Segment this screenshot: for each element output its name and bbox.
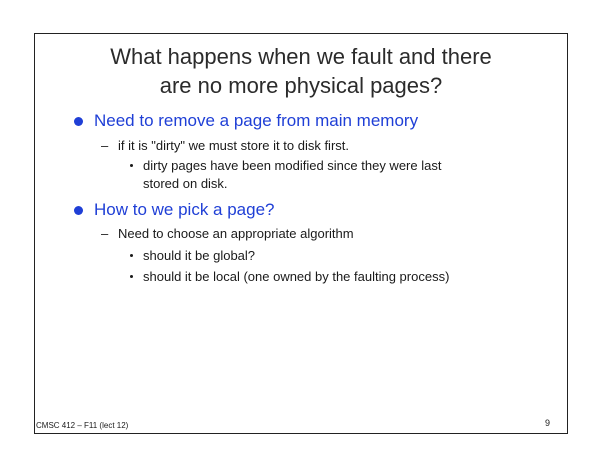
sub-bullet-dot-icon (130, 164, 133, 167)
bullet-1-text: Need to remove a page from main memory (94, 111, 419, 130)
bullet-dot-icon (74, 206, 83, 215)
bullet-2-sub-item-2-line-1: should it be local (one owned by the faulting process) (143, 269, 450, 284)
slide-title-line-1: What happens when we fault and there (110, 44, 492, 69)
sub-bullet-dot-icon (130, 254, 133, 257)
bullet-2-text: How to we pick a page? (94, 200, 275, 219)
bullet-2-sub-item-2 (143, 268, 543, 286)
bullet-1-sub-item-1-line-1: dirty pages have been modified since they were last (143, 158, 442, 173)
slide-footer: CMSC 412 – F11 (lect 12) (36, 421, 129, 430)
sub-bullet-dot-icon (130, 275, 133, 278)
bullet-dot-icon (74, 117, 83, 126)
slide-title-line-2: are no more physical pages? (159, 73, 443, 98)
bullet-2-sub-item-1-line-1: should it be global? (143, 248, 256, 263)
bullet-2-sub-item-1 (143, 247, 543, 265)
bullet-1-sub-item-1-line-2: stored on disk. (143, 176, 228, 191)
page-number: 9 (545, 418, 551, 428)
bullet-1-sub-text: if it is "dirty" we must store it to disk first. (118, 138, 349, 153)
bullet-1-sub-item-1 (143, 157, 543, 193)
slide-title (34, 42, 568, 100)
bullet-2-sub-text: Need to choose an appropriate algorithm (118, 226, 354, 241)
dash-icon: – (101, 226, 109, 241)
dash-icon: – (101, 138, 109, 153)
